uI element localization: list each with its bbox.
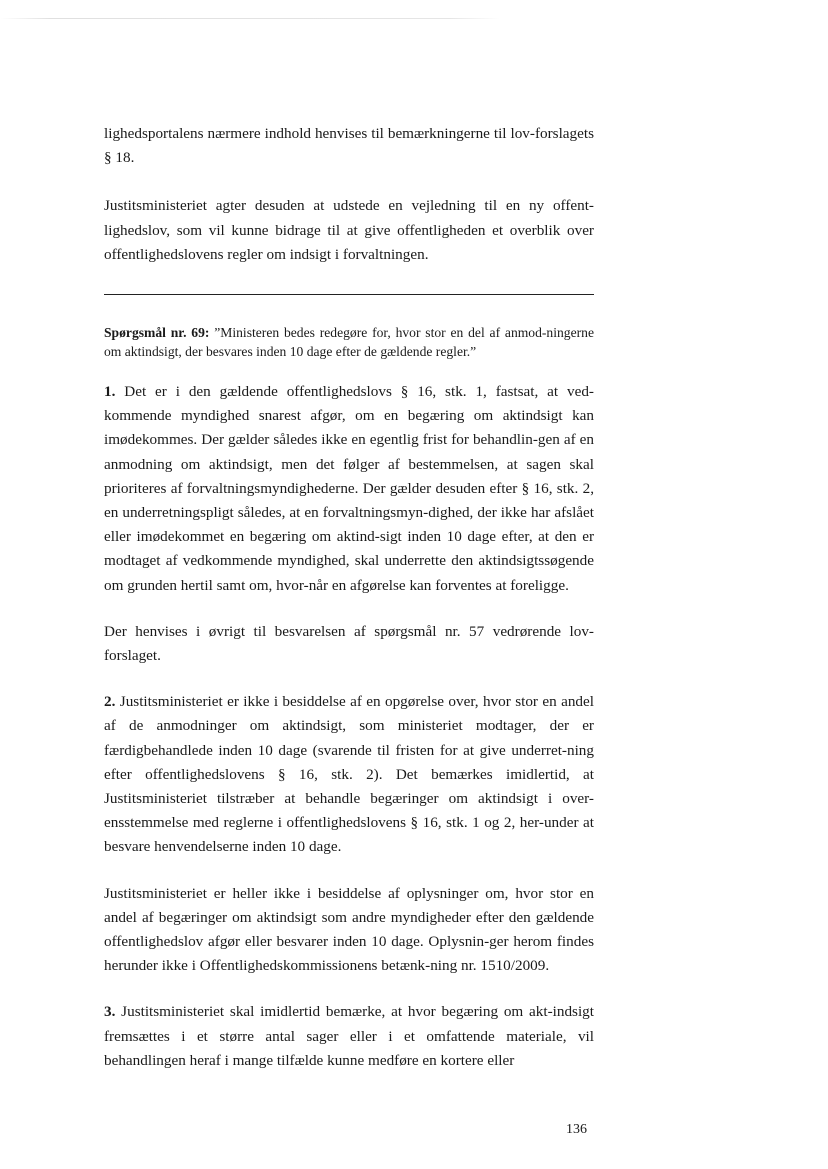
scan-edge-line xyxy=(0,18,500,19)
answer-number: 3. xyxy=(104,1003,116,1021)
answer-paragraph-reference xyxy=(104,620,594,668)
intro-paragraph-2: Justitsministeriet agter desuden at udstede en vejledning til en ny offent-lighedslov, som vil kunne bidrage til at give offentligheden et overblik over offentlighedslovens regler om indsigt i forvaltningen. xyxy=(104,197,594,263)
intro-paragraph-1: lighedsportalens nærmere indhold henvises til bemærkningerne til lov-forslagets § 18. xyxy=(104,125,594,167)
answer-text: Det er i den gældende offentlighedslovs § 16, stk. 1, fastsat, at ved-kommende myndighed snarest afgør, om en begæring om aktindsigt kan imødekommes. Der gælder således ikke en egentlig frist for behandlin-gen af en anmodning om aktindsigt, men det følger af bestemmelsen, at sagen skal prioriteres af forvaltningsmyndighederne. Der gælder desuden efter § 16, stk. 2, en underretningspligt således, at en forvaltningsmyn-dighed, der ikke har afslået eller imødekommet en begæring om aktind-sigt inden 10 dage efter, at den er modtaget af vedkommende myndighed, skal underrette den aktindsigtssøgende om grunden hertil samt om, hvor-når en afgørelse kan forventes at foreligge. xyxy=(104,383,594,594)
answer-number: 2. xyxy=(104,693,116,711)
answer-number: 1. xyxy=(104,383,116,401)
answer-paragraph-1 xyxy=(104,380,594,598)
answer-text: Justitsministeriet skal imidlertid bemærke, at hvor begæring om akt-indsigt fremsættes i et større antal sager eller i et omfattende materiale, vil behandlingen heraf i mange tilfælde kunne medføre en kortere eller xyxy=(104,1003,594,1069)
section-divider xyxy=(104,294,594,295)
answer-paragraph-other-authorities xyxy=(104,882,594,979)
page-number: 136 xyxy=(566,1122,587,1137)
question-text: ”Ministeren bedes redegøre for, hvor stor en del af anmod-ningerne om aktindsigt, der besvares inden 10 dage efter de gældende regler.” xyxy=(104,325,594,359)
answer-paragraph-3 xyxy=(104,1000,594,1073)
answer-paragraph-2 xyxy=(104,690,594,859)
document-page xyxy=(104,122,594,1073)
question-label: Spørgsmål nr. 69: xyxy=(104,325,210,341)
answer-text: Der henvises i øvrigt til besvarelsen af spørgsmål nr. 57 vedrørende lov-forslaget. xyxy=(104,622,594,665)
answer-text: Justitsministeriet er ikke i besiddelse af en opgørelse over, hvor stor en andel af de anmodninger om aktindsigt, som ministeriet modtager, der er færdigbehandlede inden 10 dage (svarende til fristen for at give underret-ning efter offentlighedslovens § 16, stk. 2). Det bemærkes imidlertid, at Justitsministeriet tilstræber at behandle begæringer om aktindsigt i over-ensstemmelse med reglerne i offentlighedslovens § 16, stk. 1 og 2, her-under at besvare henvendelserne inden 10 dage. xyxy=(104,693,594,856)
question-paragraph xyxy=(104,324,594,361)
answer-text: Justitsministeriet er heller ikke i besiddelse af oplysninger om, hvor stor en andel af begæringer om aktindsigt som andre myndigheder efter den gældende offentlighedslov afgør eller besvarer inden 10 dage. Oplysnin-ger herom findes herunder ikke i Offentlighedskommissionens betænk-ning nr. 1510/2009. xyxy=(104,884,594,975)
